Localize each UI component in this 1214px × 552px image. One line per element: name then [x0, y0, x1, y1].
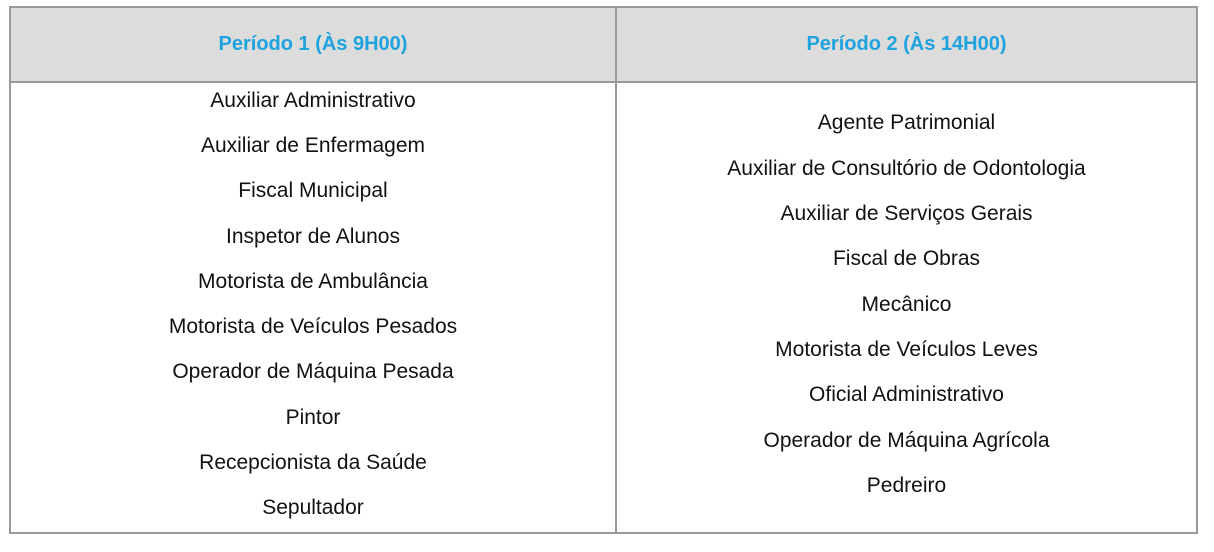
list-item: Auxiliar de Serviços Gerais [780, 202, 1033, 225]
list-item: Oficial Administrativo [809, 383, 1004, 406]
table-body [11, 83, 1196, 532]
list-item: Pintor [285, 406, 341, 429]
list-item: Auxiliar Administrativo [210, 89, 416, 112]
period2-column [617, 83, 1196, 532]
period2-header: Período 2 (Às 14H00) [806, 33, 1007, 55]
list-item: Recepcionista da Saúde [199, 451, 427, 474]
list-item: Operador de Máquina Pesada [172, 360, 454, 383]
list-item: Sepultador [262, 496, 364, 519]
list-item: Mecânico [861, 293, 952, 316]
period1-column [11, 83, 617, 532]
table-header [11, 8, 1196, 83]
list-item: Motorista de Veículos Leves [775, 338, 1038, 361]
list-item: Fiscal de Obras [832, 247, 981, 270]
list-item: Inspetor de Alunos [226, 225, 400, 248]
list-item: Auxiliar de Consultório de Odontologia [727, 157, 1086, 180]
list-item: Motorista de Veículos Pesados [168, 315, 458, 338]
list-item: Motorista de Ambulância [198, 270, 428, 293]
list-item: Operador de Máquina Agrícola [763, 429, 1050, 452]
list-item: Auxiliar de Enfermagem [200, 134, 426, 157]
list-item: Fiscal Municipal [238, 179, 388, 202]
list-item: Agente Patrimonial [817, 111, 996, 134]
list-item: Pedreiro [866, 474, 947, 497]
period1-header: Período 1 (Às 9H00) [11, 8, 617, 81]
schedule-table [9, 6, 1198, 534]
